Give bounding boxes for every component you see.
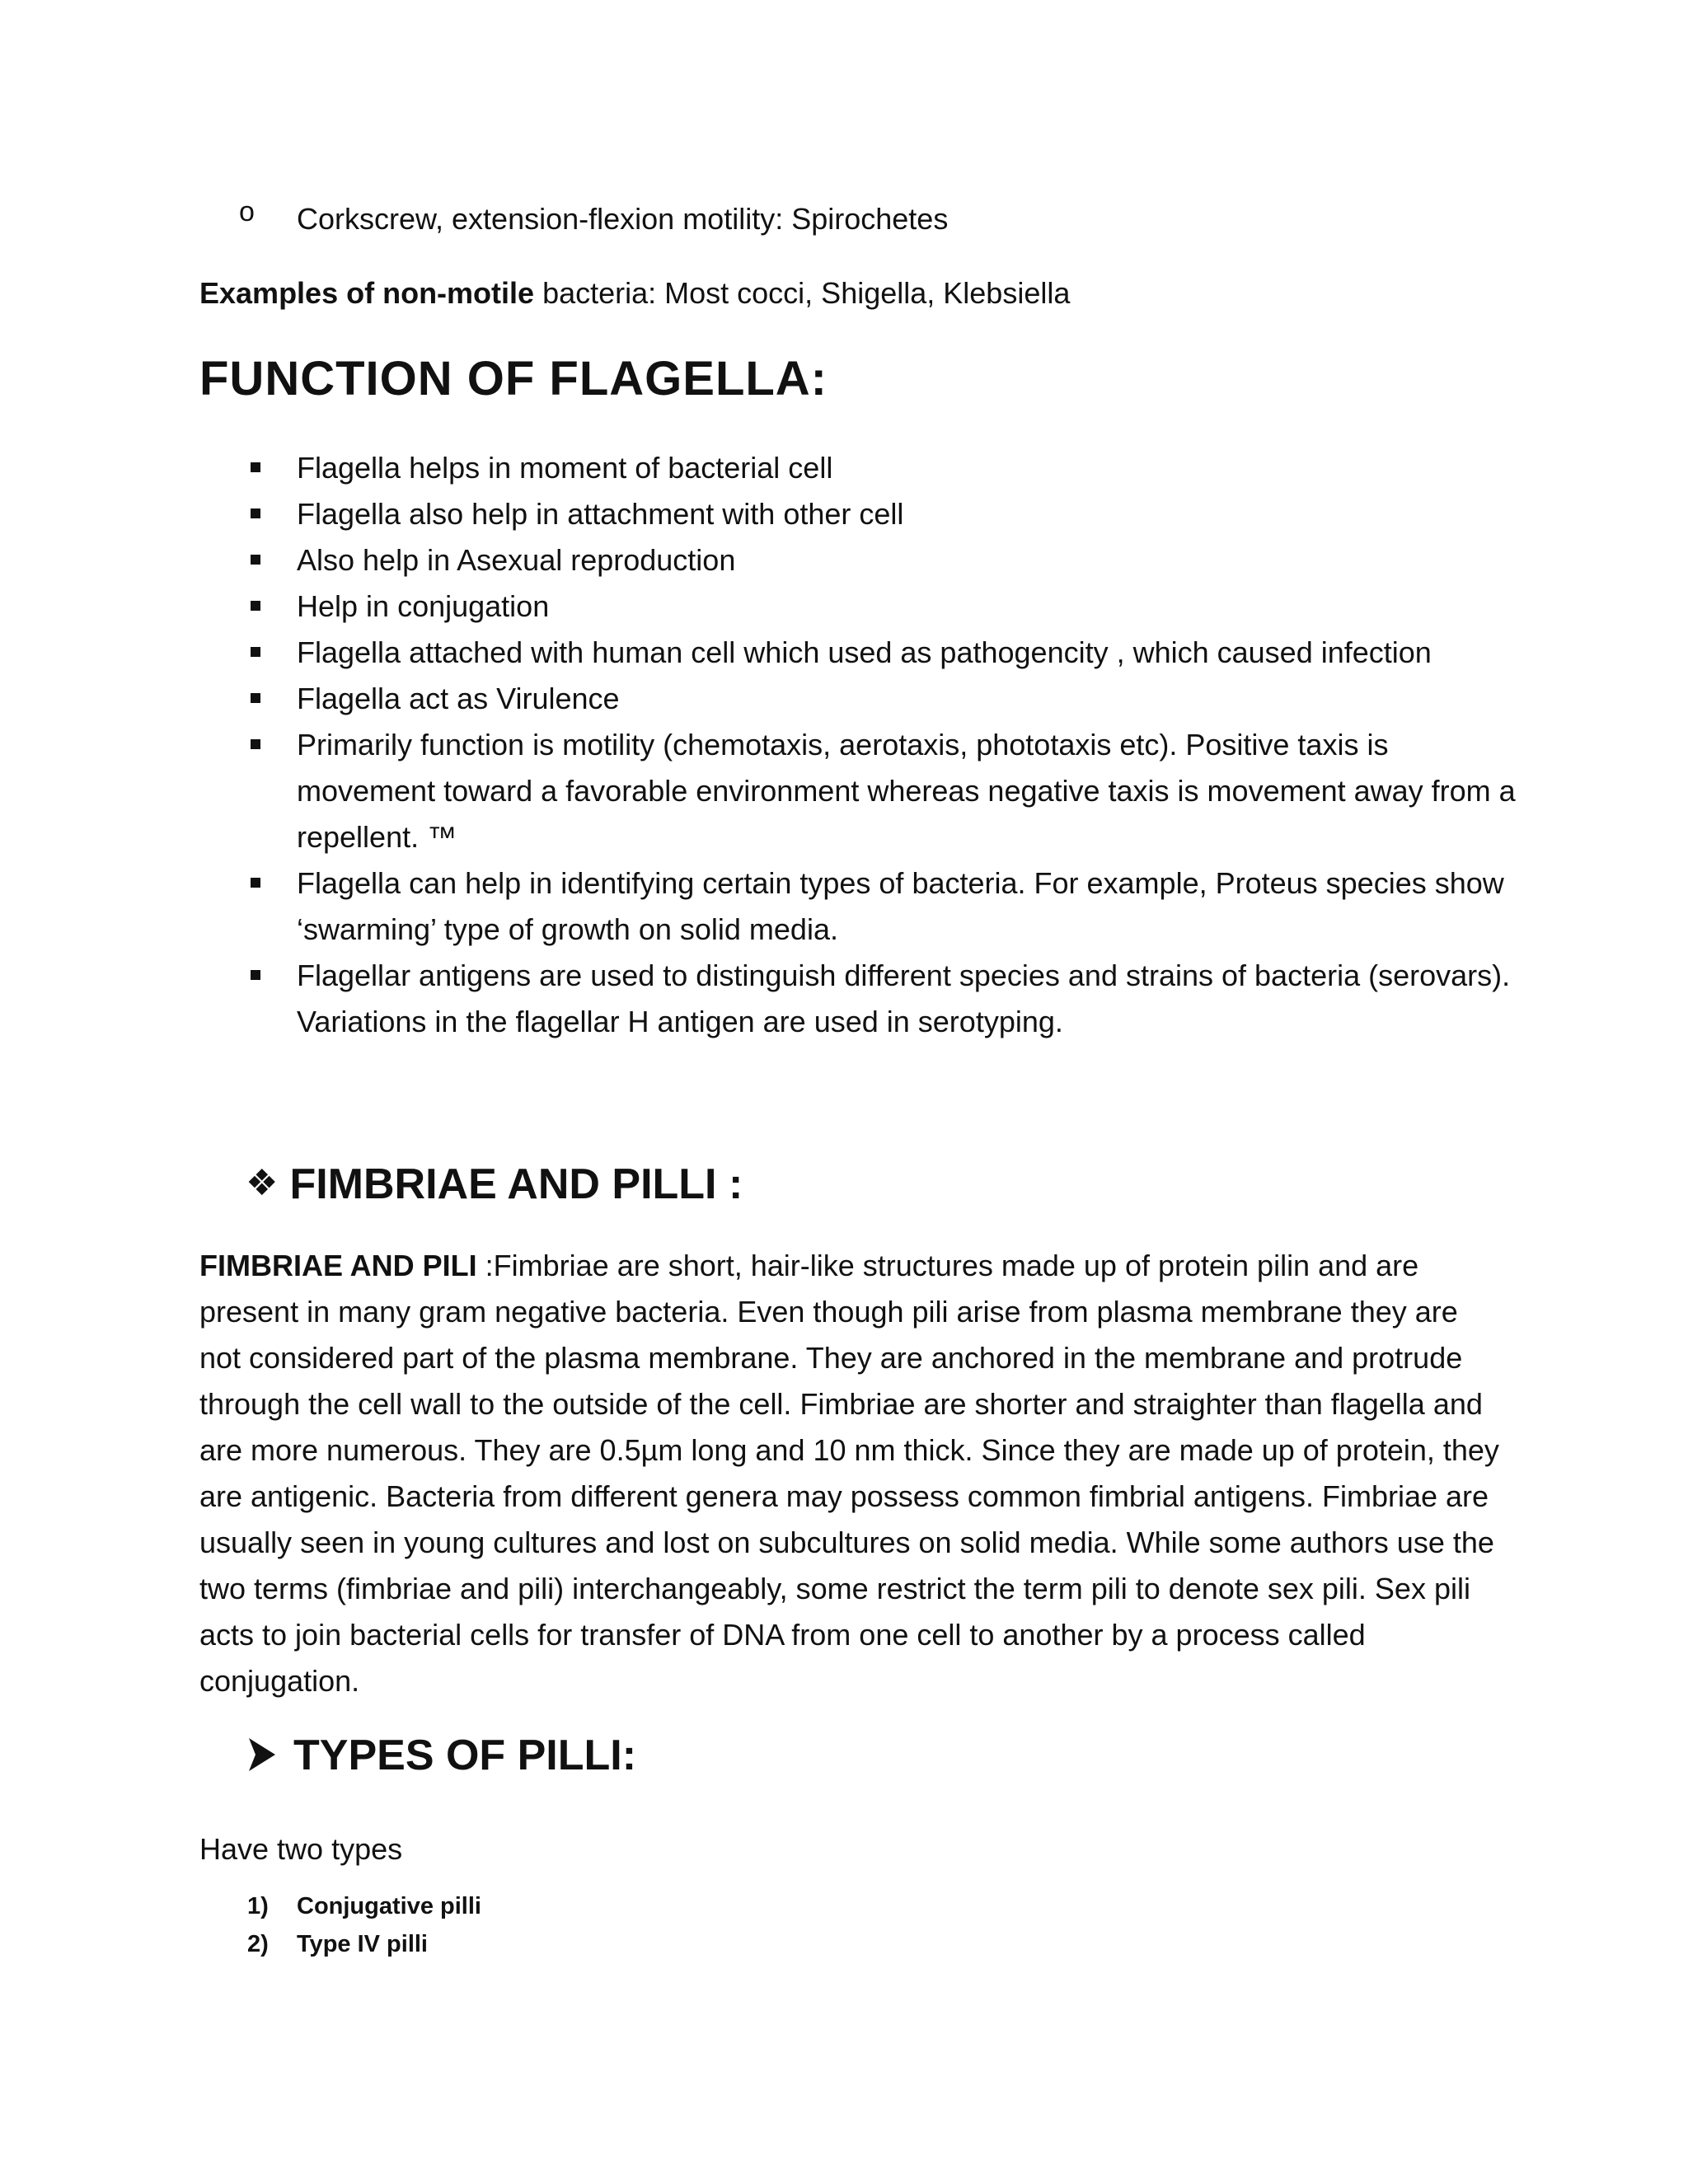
fimbriae-paragraph [199,1243,1502,1704]
square-bullet-icon [251,462,260,472]
list-item: Flagella act as Virulence [247,676,1533,722]
list-item-label: Conjugative pilli [297,1893,481,1919]
types-intro: Have two types [199,1832,403,1866]
nonmotile-examples [199,270,1070,316]
fimbriae-heading [246,1152,743,1216]
flagella-heading: FUNCTION OF FLAGELLA: [199,352,828,405]
diamond-bullet-icon: ❖ [246,1163,279,1203]
list-item [247,1887,481,1925]
arrow-bullet-icon [247,1736,277,1773]
list-item: Flagellar antigens are used to distinguish different species and strains of bacteria (serovars). Variations in the flagellar H antigen are used in serotyping. [247,953,1533,1045]
fimbriae-paragraph-label: FIMBRIAE AND PILI [199,1249,477,1282]
list-item: Flagella also help in attachment with other cell [247,491,1533,537]
list-item-label: Type IV pilli [297,1931,428,1957]
nonmotile-text: bacteria: Most cocci, Shigella, Klebsiella [534,276,1071,310]
types-heading-text: TYPES OF PILLI: [293,1732,637,1779]
list-item: Help in conjugation [247,583,1533,630]
fimbriae-heading-text: FIMBRIAE AND PILLI : [289,1160,743,1208]
square-bullet-icon [251,555,260,565]
square-bullet-icon [251,693,260,703]
corkscrew-item: Corkscrew, extension-flexion motility: Spirochetes [297,202,949,236]
square-bullet-icon [251,970,260,980]
nonmotile-label: Examples of non-motile [199,276,535,310]
sub-bullet-marker: o [239,196,255,227]
square-bullet-icon [251,739,260,749]
list-item: Flagella helps in moment of bacterial cell [247,445,1533,491]
fimbriae-paragraph-text: :Fimbriae are short, hair-like structures made up of protein pilin and are present in many gram negative bacteria. Even though pili arise from plasma membrane they are not considered part of the plasma membrane. They are anchored in the membrane and protrude through the cell wall to the outside of the cell. Fimbriae are shorter and straighter than flagella and are more numerous. They are 0.5µm long and 10 nm thick. Since they are made up of protein, they are antigenic. Bacteria from different genera may possess common fimbrial antigens. Fimbriae are usually seen in young cultures and lost on subcultures on solid media. While some authors use the two terms (fimbriae and pili) interchangeably, some restrict the term pili to denote sex pili. Sex pili acts to join bacterial cells for transfer of DNA from one cell to another by a process called conjugation. [199,1249,1499,1698]
list-number: 1) [247,1893,269,1919]
list-number: 2) [247,1931,269,1957]
square-bullet-icon [251,647,260,657]
list-item: Also help in Asexual reproduction [247,537,1533,583]
list-item: Flagella attached with human cell which used as pathogencity , which caused infection [247,630,1533,676]
flagella-function-list [247,445,1533,1045]
square-bullet-icon [251,601,260,611]
square-bullet-icon [251,509,260,518]
pilli-types-list [247,1887,481,1963]
list-item [247,1925,481,1963]
list-item: Flagella can help in identifying certain types of bacteria. For example, Proteus species show ‘swarming’ type of growth on solid media. [247,860,1533,953]
list-item: Primarily function is motility (chemotaxis, aerotaxis, phototaxis etc). Positive taxis is movement toward a favorable environment whereas negative taxis is movement away from a repellent. ™ [247,722,1533,860]
types-heading [247,1724,636,1787]
square-bullet-icon [251,878,260,888]
